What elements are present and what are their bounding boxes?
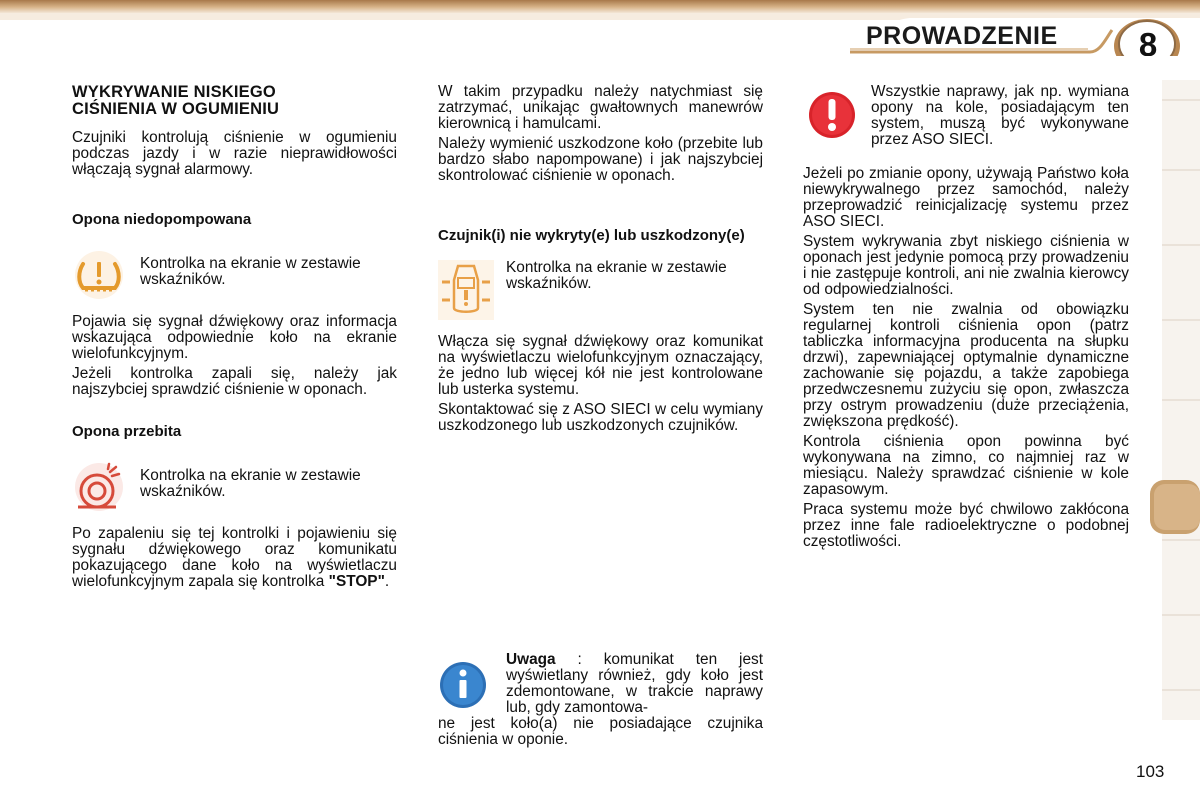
repairs-warning-block	[803, 84, 1129, 166]
column-3	[803, 84, 1129, 554]
stop-advice-paragraph: W takim przypadku należy natychmiast się zatrzymać, unikając gwałtownych manewrów kierownicą i hamulcami.	[438, 83, 763, 132]
note-label: Uwaga	[506, 651, 556, 668]
sensor-contact-paragraph: Skontaktować się z ASO SIECI w celu wymiany uszkodzonego lub uszkodzonych czujników.	[438, 401, 763, 434]
puncture-warning-row	[72, 462, 397, 512]
column-1	[72, 84, 397, 594]
page-header	[0, 0, 1200, 56]
chapter-number-badge: 8	[1138, 26, 1158, 56]
underinflated-paragraph-1: Pojawia się sygnał dźwiękowy oraz informacja wskazująca odpowiednie koło na ekranie wielofunkcyjnym.	[72, 313, 397, 362]
stop-label: "STOP"	[328, 573, 385, 590]
regular-check-paragraph: System ten nie zwalnia od obowiązku regularnej kontroli ciśnienia opon (patrz tabliczka informacyjna producenta na słupku drzwi), zapewniającej optymalnie dynamiczne zachowanie się pojazdu, a także zapobiega przedwczesnemu zużyciu się opon, zwłaszcza przy ostrym prowadzeniu (duże przeciążenia, zwiększona prędkość).	[803, 301, 1129, 430]
sensor-icon-caption: Kontrolka na ekranie w zestawie wskaźników.	[506, 259, 727, 292]
sensor-warning-row	[438, 260, 763, 320]
tire-change-paragraph: Jeżeli po zmianie opony, używają Państwo koła niewykrywalnego przez samochód, należy przeprowadzić reinicjalizację systemu przez ASO SIECI.	[803, 165, 1129, 230]
tire-pressure-warning-icon	[72, 250, 126, 300]
puncture-heading: Opona przebita	[72, 423, 182, 440]
underinflated-icon-caption: Kontrolka na ekranie w zestawie wskaźników.	[140, 255, 361, 288]
info-icon	[438, 660, 488, 710]
page-number: 103	[1136, 762, 1165, 781]
system-aid-paragraph: System wykrywania zbyt niskiego ciśnienia w oponach jest jedynie pomocą przy prowadzeniu i nie zastępuje kontroli, ani nie zwalnia kierowcy od odpowiedzialności.	[803, 233, 1129, 298]
repairs-warning-text: Wszystkie naprawy, jak np. wymiana opony na kole, posiadającym ten system, muszą być wykonywane przez ASO SIECI.	[871, 83, 1129, 148]
column-2	[438, 84, 763, 438]
underinflated-heading: Opona niedopompowana	[72, 211, 252, 228]
exclamation-icon	[807, 90, 857, 140]
note-text-indented: Uwaga : komunikat ten jest wyświetlany również, gdy koło jest zdemontowane, w trakcie naprawy lub, gdy zamontowa-	[506, 651, 763, 716]
note-text-full: ne jest koło(a) nie posiadające czujnika ciśnienia w oponie.	[438, 715, 763, 748]
intro-paragraph: Czujniki kontrolują ciśnienie w ogumieniu podczas jazdy i w razie nieprawidłowości włączają sygnał alarmowy.	[72, 129, 397, 178]
section-title: WYKRYWANIE NISKIEGO CIŚNIENIA W OGUMIENIU	[72, 83, 280, 118]
chapter-title: PROWADZENIE	[866, 22, 1058, 50]
note-block	[438, 652, 763, 748]
replace-wheel-paragraph: Należy wymienić uszkodzone koło (przebite lub bardzo słabo napompowane) i jak najszybciej skontrolować ciśnienie w oponach.	[438, 135, 763, 184]
sensor-fault-icon	[438, 260, 494, 320]
underinflated-warning-row	[72, 250, 397, 300]
puncture-icon-caption: Kontrolka na ekranie w zestawie wskaźników.	[140, 467, 361, 500]
underinflated-paragraph-2: Jeżeli kontrolka zapali się, należy jak najszybciej sprawdzić ciśnienie w oponach.	[72, 365, 397, 398]
chapter-tabs	[1150, 80, 1200, 720]
cold-check-paragraph: Kontrola ciśnienia opon powinna być wykonywana na zimno, co najmniej raz w miesiącu. Należy sprawdzać ciśnienie w kole zapasowym.	[803, 433, 1129, 498]
puncture-paragraph: Po zapaleniu się tej kontrolki i pojawieniu się sygnału dźwiękowego oraz komunikatu pokazującego dane koło na wyświetlaczu wielofunkcyjnym zapala się kontrolka "STOP".	[72, 525, 397, 590]
sensor-heading: Czujnik(i) nie wykryty(e) lub uszkodzony(e)	[438, 227, 745, 244]
flat-tire-warning-icon	[72, 462, 126, 512]
sensor-alarm-paragraph: Włącza się sygnał dźwiękowy oraz komunikat na wyświetlaczu wielofunkcyjnym oznaczający, że jedno lub więcej kół nie jest kontrolowane lub usterka systemu.	[438, 333, 763, 398]
interference-paragraph: Praca systemu może być chwilowo zakłócona przez inne fale radioelektryczne o podobnej częstotliwości.	[803, 501, 1129, 550]
